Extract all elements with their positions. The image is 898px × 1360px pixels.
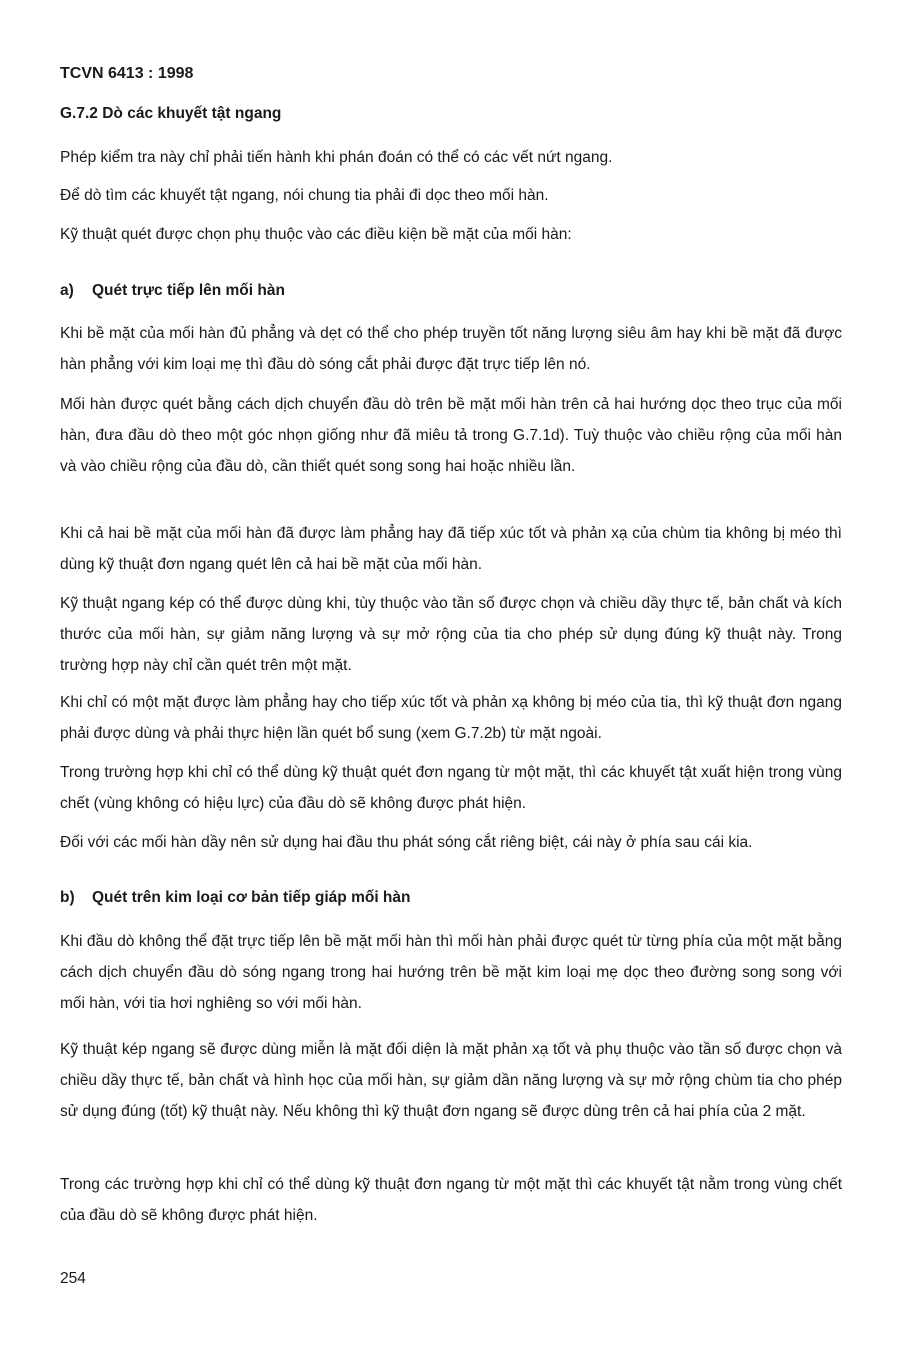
paragraph: Trong trường hợp khi chỉ có thể dùng kỹ thuật quét đơn ngang từ một mặt, thì các khuyết tật xuất hiện trong vùng chết (vùng không có hiệu lực) của đầu dò sẽ không được phát hiện. (60, 764, 842, 812)
intro-paragraph: Phép kiểm tra này chỉ phải tiến hành khi phán đoán có thể có các vết nứt ngang. (60, 149, 613, 166)
intro-paragraph: Kỹ thuật quét được chọn phụ thuộc vào các điều kiện bề mặt của mối hàn: (60, 226, 572, 243)
subsection-b-heading (60, 887, 842, 909)
subsection-b-title: Quét trên kim loại cơ bản tiếp giáp mối hàn (92, 889, 411, 906)
paragraph: Đối với các mối hàn dầy nên sử dụng hai đầu thu phát sóng cắt riêng biệt, cái này ở phía sau cái kia. (60, 834, 753, 851)
paragraph: Khi chỉ có một mặt được làm phẳng hay cho tiếp xúc tốt và phản xạ không bị méo của tia, thì kỹ thuật đơn ngang phải được dùng và phải thực hiện lần quét bổ sung (xem G.7.2b) từ mặt ngoài. (60, 694, 842, 742)
intro-paragraph: Để dò tìm các khuyết tật ngang, nói chung tia phải đi dọc theo mối hàn. (60, 187, 549, 204)
section-number: G.7.2 (60, 105, 98, 122)
paragraph: Khi đầu dò không thể đặt trực tiếp lên bề mặt mối hàn thì mối hàn phải được quét từ từng phía của một mặt bằng cách dịch chuyển đầu dò sóng ngang trong hai hướng trên bề mặt kim loại mẹ dọc theo đường song song với mối hàn, với tia hơi nghiêng so với mối hàn. (60, 933, 842, 1012)
subsection-b-label: b) (60, 889, 75, 906)
subsection-a-label: a) (60, 282, 74, 299)
section-title: Dò các khuyết tật ngang (102, 105, 282, 122)
paragraph: Mối hàn được quét bằng cách dịch chuyển đầu dò trên bề mặt mối hàn trên cả hai hướng dọc theo trục của mối hàn, đưa đầu dò theo một góc nhọn giống như đã miêu tả trong G.7.1d). Tuỳ thuộc vào chiều rộng của mối hàn và vào chiều rộng của đầu dò, cần thiết quét song song hai hoặc nhiều lần. (60, 396, 842, 475)
paragraph: Trong các trường hợp khi chỉ có thể dùng kỹ thuật đơn ngang từ một mặt thì các khuyết tật nằm trong vùng chết của đầu dò sẽ không được phát hiện. (60, 1176, 842, 1224)
subsection-a-heading (60, 280, 842, 302)
paragraph: Kỹ thuật kép ngang sẽ được dùng miễn là mặt đối diện là mặt phản xạ tốt và phụ thuộc vào tần số được chọn và chiều dầy thực tế, bản chất và hình học của mối hàn, sự giảm dần năng lượng và sự mở rộng chùm tia cho phép sử dụng đúng (tốt) kỹ thuật này. Nếu không thì kỹ thuật đơn ngang sẽ được dùng trên cả hai phía của 2 mặt. (60, 1041, 842, 1120)
section-heading (60, 103, 842, 125)
paragraph: Khi bề mặt của mối hàn đủ phẳng và dẹt có thể cho phép truyền tốt năng lượng siêu âm hay khi bề mặt đã được hàn phẳng với kim loại mẹ thì đầu dò sóng cắt phải được đặt trực tiếp lên nó. (60, 325, 842, 373)
paragraph: Khi cả hai bề mặt của mối hàn đã được làm phẳng hay đã tiếp xúc tốt và phản xạ của chùm tia không bị méo thì dùng kỹ thuật đơn ngang quét lên cả hai bề mặt của mối hàn. (60, 525, 842, 573)
standard-header: TCVN 6413 : 1998 (60, 65, 194, 82)
paragraph: Kỹ thuật ngang kép có thể được dùng khi, tùy thuộc vào tần số được chọn và chiều dầy thực tế, bản chất và kích thước của mối hàn, sự giảm năng lượng và sự mở rộng của tia cho phép sử dụng đúng kỹ thuật này. Trong trường hợp này chỉ cần quét trên một mặt. (60, 595, 842, 674)
page-number: 254 (60, 1270, 86, 1287)
subsection-a-title: Quét trực tiếp lên mối hàn (92, 282, 285, 299)
